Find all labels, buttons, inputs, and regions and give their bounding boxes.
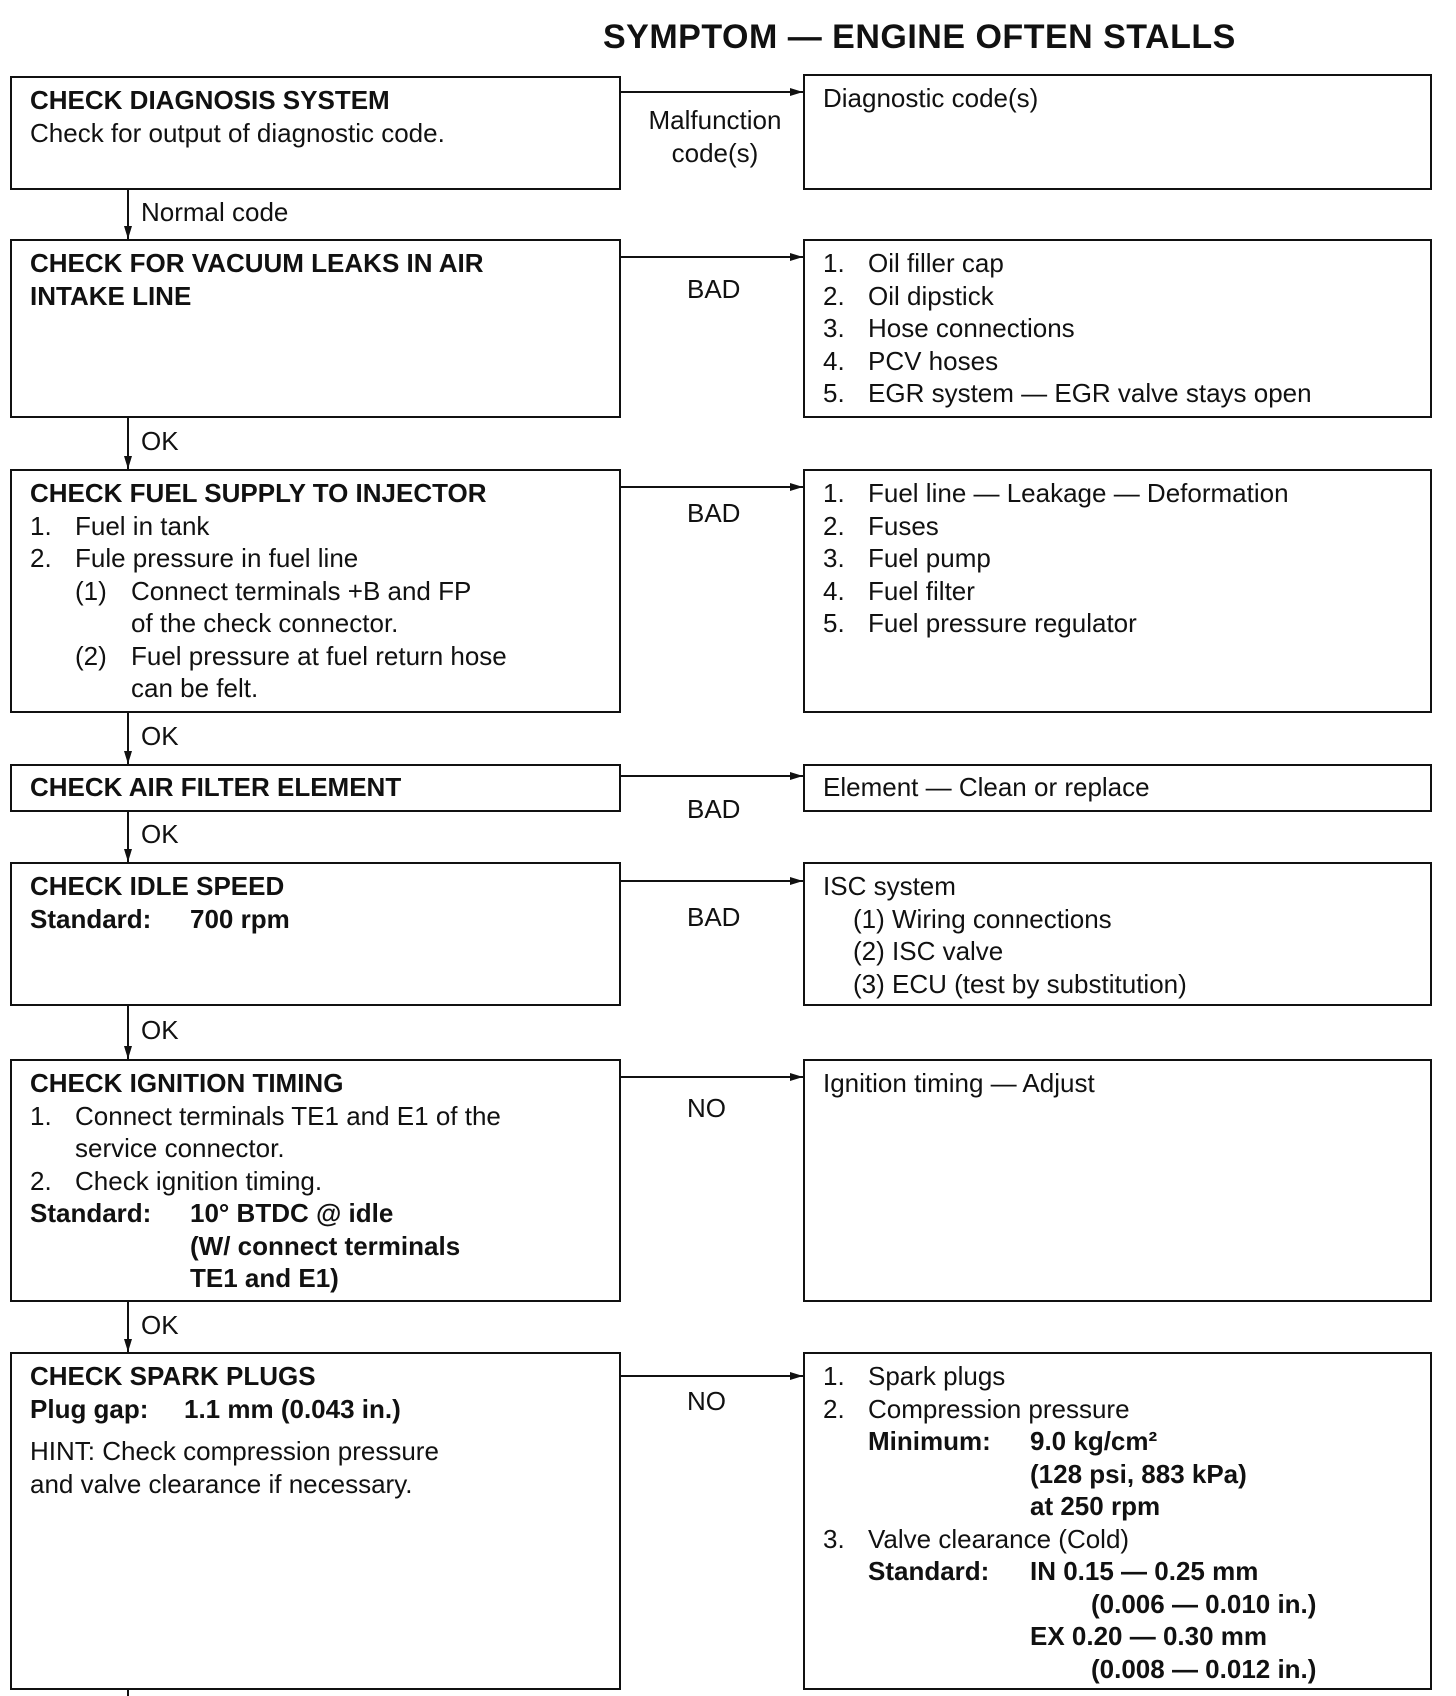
spec-line: Minimum: 9.0 kg/cm² xyxy=(868,1426,1158,1456)
result-box-fuel-supply xyxy=(803,469,1432,713)
result-item: 3. Valve clearance (Cold) xyxy=(823,1523,1130,1554)
result-item: 1. Spark plugs xyxy=(823,1361,1006,1391)
result-item: 2. Fuses xyxy=(823,510,939,541)
spec-line: Standard: 700 rpm xyxy=(30,903,290,934)
flow-label-normal-code: Normal code xyxy=(141,197,289,227)
spec-line-cont: EX 0.20 — 0.30 mm xyxy=(1030,1621,1268,1651)
result-item: 2. Compression pressure xyxy=(823,1393,1130,1424)
flow-label-ok: OK xyxy=(141,819,179,849)
spec-line: Standard: IN 0.15 — 0.25 mm xyxy=(868,1556,1259,1586)
result-text: Ignition timing — Adjust xyxy=(823,1068,1095,1098)
result-item: 1. Fuel line — Leakage — Deformation xyxy=(823,478,1289,508)
spec-line: Plug gap: 1.1 mm (0.043 in.) xyxy=(30,1393,401,1424)
check-heading: CHECK SPARK PLUGS xyxy=(30,1361,316,1391)
hint-text-cont: and valve clearance if necessary. xyxy=(30,1468,413,1499)
flow-label-ok: OK xyxy=(141,1015,179,1045)
result-item: 5. EGR system — EGR valve stays open xyxy=(823,378,1312,408)
result-text: Diagnostic code(s) xyxy=(823,83,1039,113)
check-box-air-filter xyxy=(10,764,621,812)
result-text: Element — Clean or replace xyxy=(823,772,1150,802)
flow-label-ok: OK xyxy=(141,426,179,456)
check-heading: CHECK FUEL SUPPLY TO INJECTOR xyxy=(30,478,487,508)
spec-line: Standard: 10° BTDC @ idle xyxy=(30,1198,394,1228)
branch-label-bad: BAD xyxy=(687,794,741,824)
spec-line-cont: (W/ connect terminals xyxy=(190,1230,461,1261)
flow-label-ok: OK xyxy=(141,721,179,751)
check-subitem: (2) Fuel pressure at fuel return hose xyxy=(75,640,507,671)
check-subitem: (1) Connect terminals +B and FP xyxy=(75,575,472,606)
result-subitem: (2) ISC valve xyxy=(853,936,1004,966)
branch-label-no: NO xyxy=(687,1093,726,1123)
result-subitem: (1) Wiring connections xyxy=(853,903,1112,934)
check-item: 2. Fule pressure in fuel line xyxy=(30,543,359,573)
branch-label-bad: BAD xyxy=(687,498,741,528)
check-box-spark-plugs xyxy=(10,1352,621,1690)
spec-line-cont: (0.006 — 0.010 in.) xyxy=(1091,1588,1317,1619)
result-box-vacuum-leaks xyxy=(803,239,1432,418)
result-item: 5. Fuel pressure regulator xyxy=(823,608,1137,638)
check-heading-cont: INTAKE LINE xyxy=(30,280,192,311)
spec-line-cont: at 250 rpm xyxy=(1030,1491,1161,1521)
branch-label-bad: BAD xyxy=(687,274,741,304)
check-item: 1. Connect terminals TE1 and E1 of the xyxy=(30,1100,501,1131)
result-box-isc-system xyxy=(803,862,1432,1006)
result-item: 2. Oil dipstick xyxy=(823,280,994,311)
page-title: SYMPTOM — ENGINE OFTEN STALLS xyxy=(603,18,1236,56)
check-heading: CHECK DIAGNOSIS SYSTEM xyxy=(30,85,390,115)
spec-line-cont: TE1 and E1) xyxy=(190,1263,339,1293)
check-box-vacuum-leaks xyxy=(10,239,621,418)
check-box-diagnosis-system xyxy=(10,76,621,190)
result-item: 4. Fuel filter xyxy=(823,575,975,606)
check-item: 1. Fuel in tank xyxy=(30,510,210,541)
branch-label-bad: BAD xyxy=(687,902,741,932)
result-item: 1. Oil filler cap xyxy=(823,248,1004,278)
hint-text: HINT: Check compression pressure xyxy=(30,1436,439,1466)
result-item: 4. PCV hoses xyxy=(823,345,999,376)
check-item-cont: service connector. xyxy=(75,1133,285,1163)
check-subitem-cont: can be felt. xyxy=(131,673,259,703)
result-box-diagnostic-codes xyxy=(803,74,1432,190)
check-box-fuel-supply xyxy=(10,469,621,713)
check-heading: CHECK FOR VACUUM LEAKS IN AIR xyxy=(30,248,484,278)
check-box-ignition-timing xyxy=(10,1059,621,1302)
result-item: 3. Fuel pump xyxy=(823,543,991,573)
branch-label-line: Malfunction xyxy=(648,105,782,135)
check-heading: CHECK IGNITION TIMING xyxy=(30,1068,344,1098)
result-box-air-filter xyxy=(803,764,1432,812)
result-box-ignition-timing xyxy=(803,1059,1432,1302)
result-item: 3. Hose connections xyxy=(823,313,1075,343)
check-box-idle-speed xyxy=(10,862,621,1006)
check-heading: CHECK AIR FILTER ELEMENT xyxy=(30,772,402,802)
branch-label-no: NO xyxy=(687,1386,726,1416)
spec-line-cont: (0.008 — 0.012 in.) xyxy=(1091,1653,1317,1684)
result-text: ISC system xyxy=(823,871,956,901)
check-subitem-cont: of the check connector. xyxy=(131,608,399,638)
check-heading: CHECK IDLE SPEED xyxy=(30,871,285,901)
result-subitem: (3) ECU (test by substitution) xyxy=(853,968,1187,999)
result-box-spark-plugs xyxy=(803,1352,1432,1690)
flow-label-ok: OK xyxy=(141,1310,179,1340)
branch-label xyxy=(630,104,800,170)
spec-line-cont: (128 psi, 883 kPa) xyxy=(1030,1458,1247,1489)
check-item: 2. Check ignition timing. xyxy=(30,1165,323,1196)
branch-label-line: code(s) xyxy=(671,138,759,168)
check-text: Check for output of diagnostic code. xyxy=(30,117,445,148)
